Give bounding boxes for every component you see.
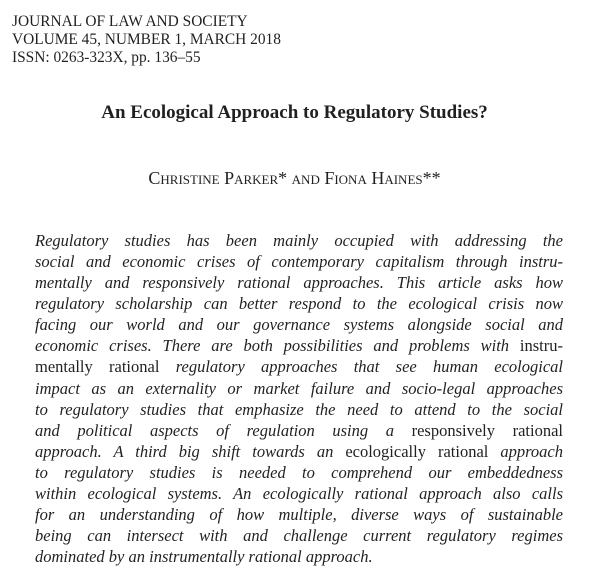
abstract-text-segment: regulatory scholarship can better respond to the ecological crisis now [35, 294, 563, 314]
abstract-text-segment: dominated by an instrumentally rational approach. [35, 547, 373, 567]
journal-issn: ISSN: 0263-323X, pp. 136–55 [12, 49, 201, 66]
abstract-line [35, 546, 563, 567]
abstract-text-segment: to regulatory studies that emphasize the need to attend to the social [35, 399, 563, 419]
abstract-line [35, 462, 563, 483]
abstract-line [35, 525, 563, 546]
abstract-line [35, 251, 563, 272]
journal-name: JOURNAL OF LAW AND SOCIETY [12, 13, 248, 30]
abstract-line [35, 441, 563, 462]
abstract-line [35, 420, 563, 441]
abstract-line [35, 335, 563, 356]
abstract-line [35, 314, 563, 335]
abstract-text-segment: within ecological systems. An ecologically rational approach also calls [35, 483, 563, 503]
abstract-text-segment: for an understanding of how multiple, diverse ways of sustainable [35, 505, 563, 525]
abstract-text-segment: and political aspects of regulation using a [35, 420, 412, 440]
abstract-text-segment: regulatory approaches that see human ecological [175, 357, 563, 377]
abstract-text-segment: impact as an externality or market failure and socio-legal approaches [35, 378, 563, 398]
abstract-text-segment: economic crises. There are both possibilities and problems with [35, 336, 520, 356]
abstract-text-segment: mentally and responsively rational approaches. This article asks how [35, 273, 563, 293]
abstract-line [35, 272, 563, 293]
abstract-line [35, 399, 563, 420]
article-title: An Ecological Approach to Regulatory Studies? [101, 102, 488, 123]
abstract-text-segment: facing our world and our governance systems alongside social and [35, 315, 563, 335]
abstract-text-segment: ecologically rational [345, 441, 501, 461]
abstract-text-segment: mentally rational [35, 357, 176, 377]
abstract-text-segment: approach [500, 441, 564, 461]
abstract-line [35, 293, 563, 314]
abstract-line [35, 230, 563, 251]
abstract-line [35, 378, 563, 399]
journal-volume: VOLUME 45, NUMBER 1, MARCH 2018 [12, 31, 281, 48]
abstract-text-segment: approach. A third big shift towards an [35, 441, 346, 461]
abstract-line [35, 483, 563, 504]
journal-header [12, 13, 392, 67]
abstract-text-segment: to regulatory studies is needed to comprehend our embeddedness [35, 462, 563, 482]
abstract-line [35, 356, 563, 377]
abstract-line [35, 504, 563, 525]
article-authors: Christine Parker* and Fiona Haines** [148, 168, 441, 188]
abstract-text-segment: social and economic crises of contemporary capitalism through instru- [35, 252, 563, 272]
abstract-text-segment: instru- [519, 336, 563, 356]
abstract-text-segment: being can intersect with and challenge current regulatory regimes [35, 526, 563, 546]
abstract-text-segment: Regulatory studies has been mainly occupied with addressing the [35, 231, 563, 250]
abstract-text-segment: responsively rational [411, 420, 564, 440]
abstract [35, 230, 563, 567]
